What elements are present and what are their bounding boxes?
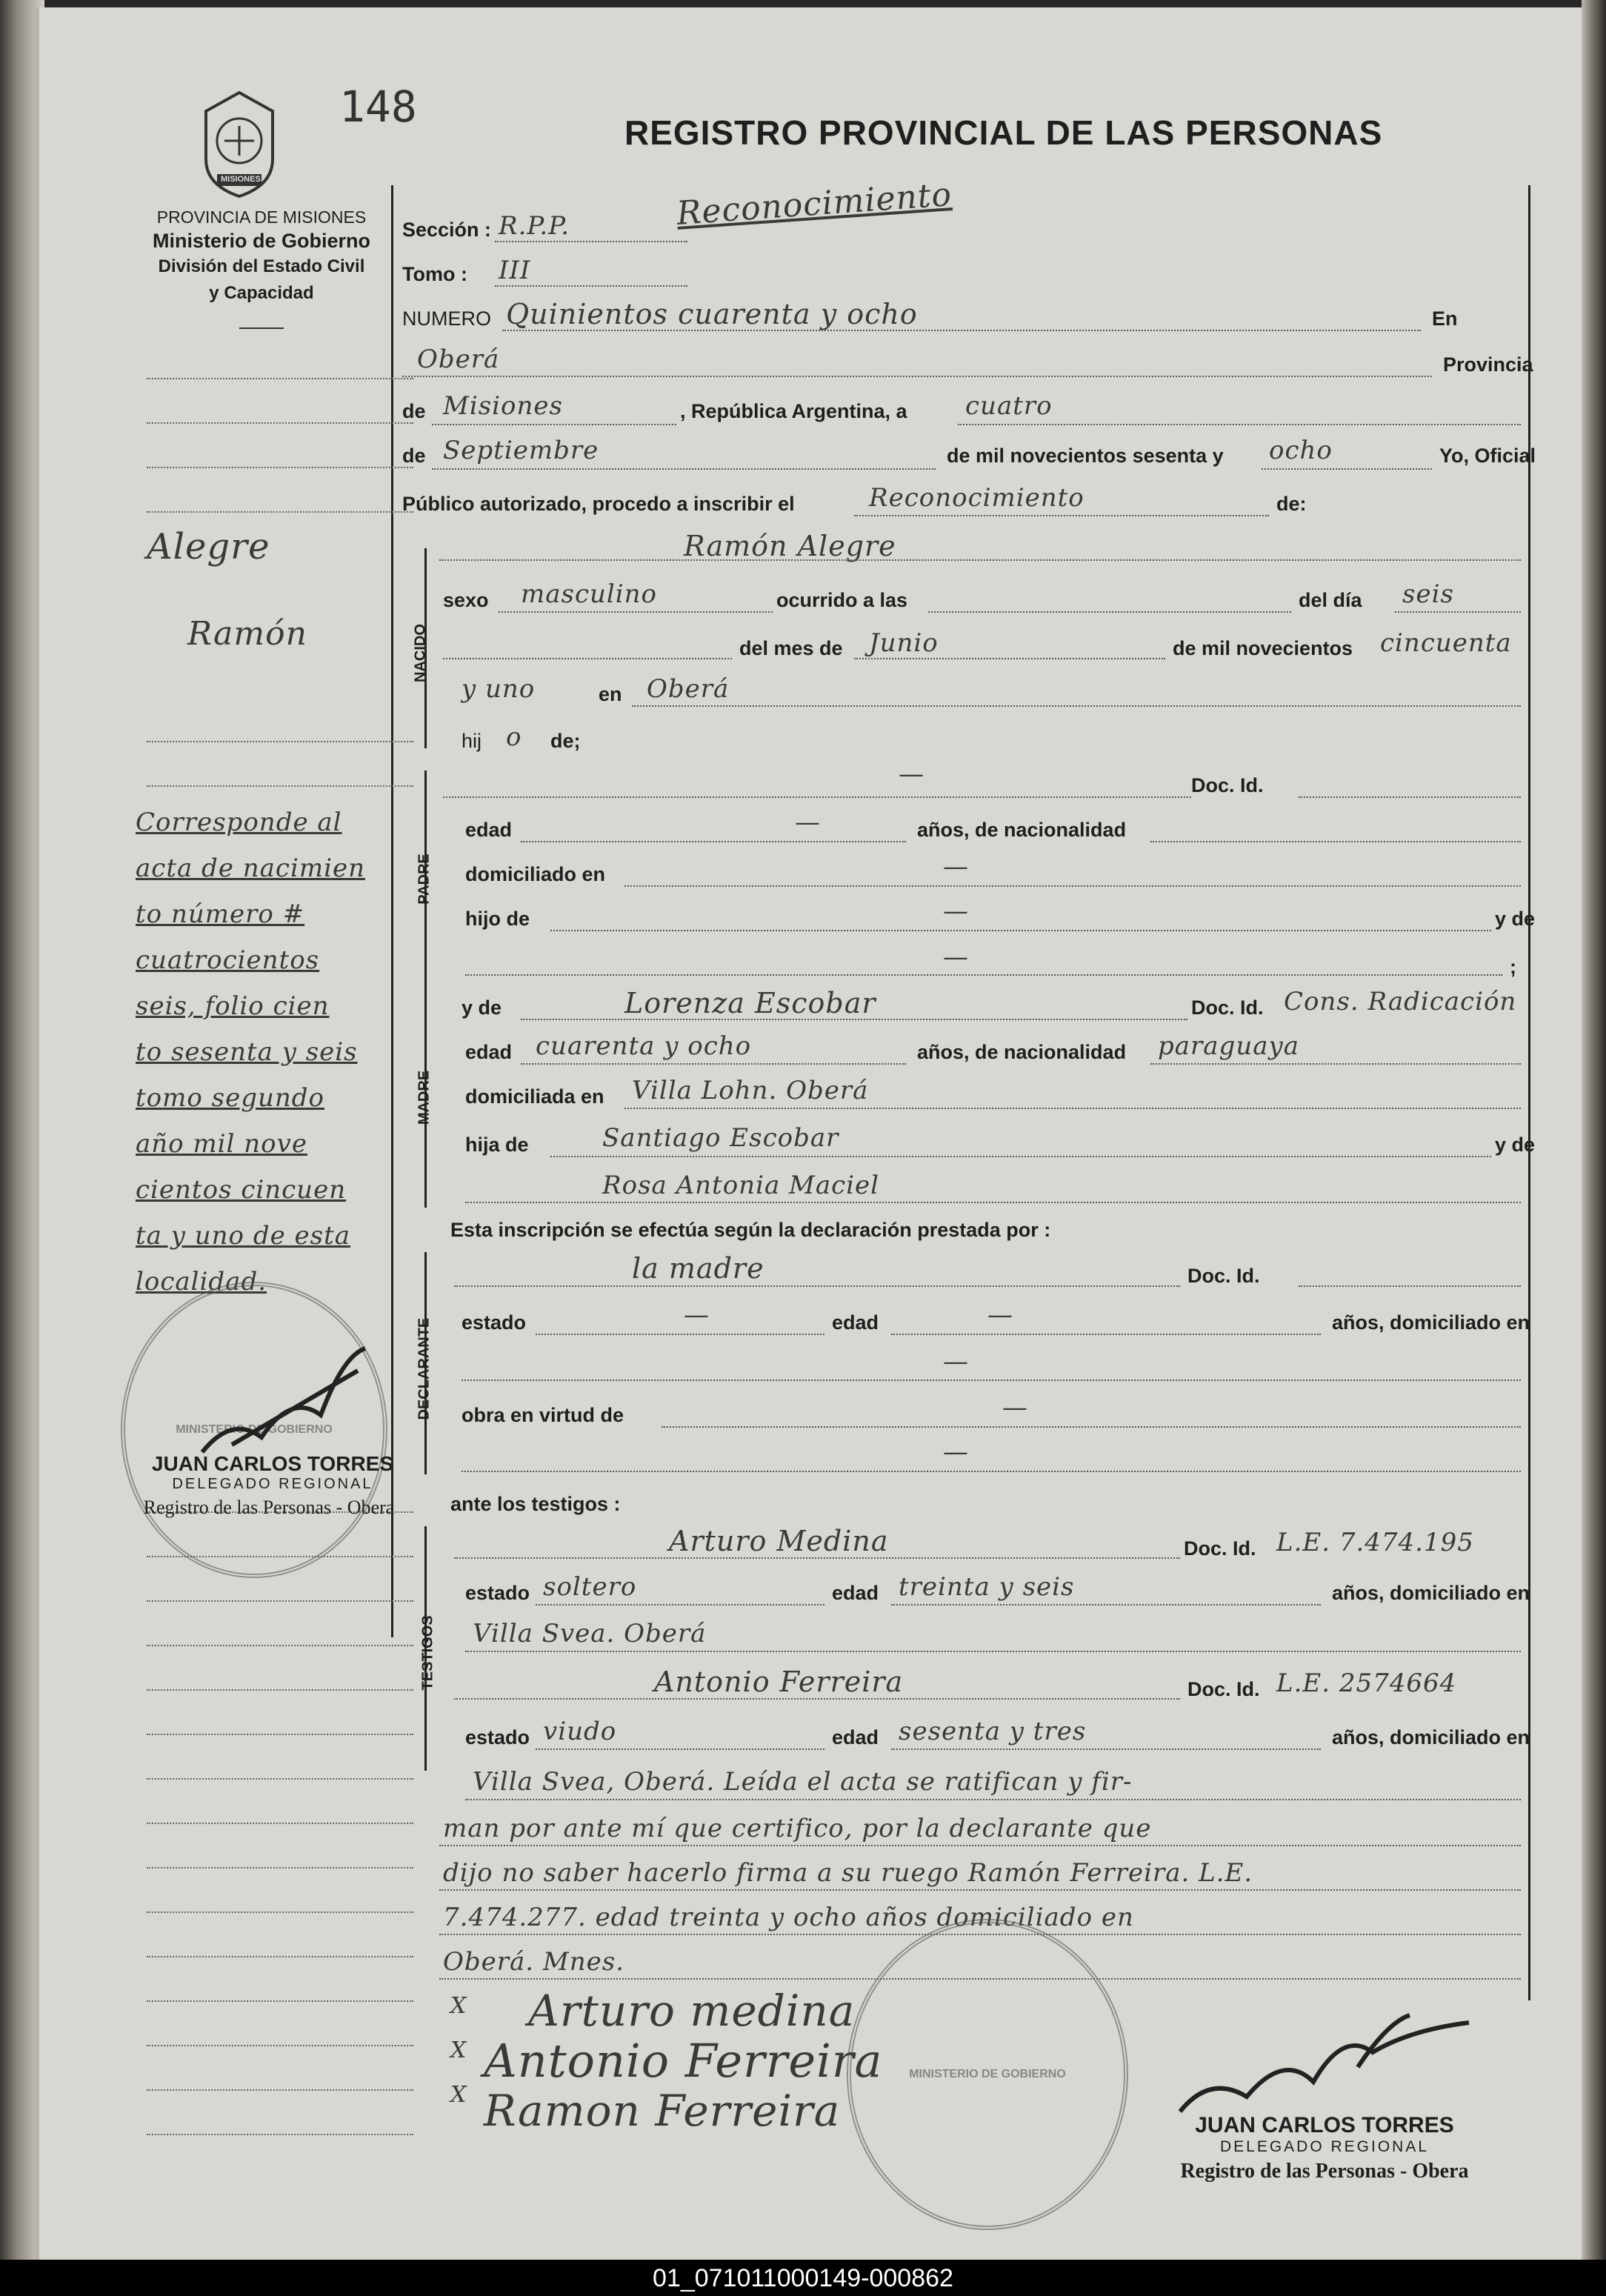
madre-hija-label: hija de bbox=[465, 1134, 529, 1156]
closing-line-1: Villa Svea, Oberá. Leída el acta se ratifican y fir- bbox=[473, 1767, 1133, 1797]
padre-dom-label: domiciliado en bbox=[465, 863, 606, 885]
ocurrido-label: ocurrido a las bbox=[776, 589, 908, 611]
margin-note-line: Corresponde al bbox=[136, 808, 342, 837]
testigo1-edad-label: edad bbox=[832, 1582, 879, 1604]
image-caption: 01_071011000149-000862 bbox=[653, 2264, 953, 2292]
testigo1-dom-value: Villa Svea. Oberá bbox=[473, 1619, 707, 1648]
margin-note-line: acta de nacimien bbox=[136, 853, 365, 883]
witness-2-signature: Antonio Ferreira bbox=[484, 2034, 883, 2088]
closing-line-2: man por ante mí que certifico, por la declarante que bbox=[443, 1814, 1152, 1843]
margin-line bbox=[147, 2045, 413, 2046]
padre-doc-line bbox=[1299, 796, 1521, 798]
division-label: División del Estado Civil bbox=[158, 256, 365, 276]
madre-madre-value: Rosa Antonia Maciel bbox=[602, 1171, 880, 1200]
del-dia-label: del día bbox=[1299, 589, 1362, 611]
margin-line bbox=[147, 1956, 413, 1957]
margin-line bbox=[147, 1778, 413, 1780]
margin-note-line: cientos cincuen bbox=[136, 1175, 347, 1205]
testigo2-nombre-line bbox=[454, 1698, 1180, 1700]
header-annotation: Reconocimiento bbox=[675, 176, 953, 233]
page-title: REGISTRO PROVINCIAL DE LAS PERSONAS bbox=[624, 113, 1383, 152]
mes-nac-line bbox=[854, 658, 1165, 659]
margin-note-line: to número # bbox=[136, 899, 305, 929]
numero-value: Quinientos cuarenta y ocho bbox=[506, 298, 918, 330]
left-official-title: DELEGADO REGIONAL bbox=[172, 1476, 373, 1492]
madre-padre-line bbox=[550, 1156, 1491, 1157]
declarante-line bbox=[454, 1285, 1180, 1287]
madre-madre-line bbox=[465, 1202, 1521, 1203]
left-official-name: JUAN CARLOS TORRES bbox=[151, 1452, 394, 1475]
testigo2-edad-line bbox=[891, 1748, 1321, 1750]
dia-nac-value: seis bbox=[1402, 579, 1454, 609]
obra-virtud-line bbox=[662, 1426, 1521, 1428]
closing-line-5: Oberá. Mnes. bbox=[443, 1947, 624, 1977]
padre-edad-label: edad bbox=[465, 819, 513, 841]
margin-line bbox=[147, 2000, 413, 2002]
margin-note-line: seis, folio cien bbox=[136, 991, 330, 1021]
margin-note-line: tomo segundo bbox=[136, 1083, 325, 1113]
dia-value: cuatro bbox=[965, 391, 1053, 421]
margin-line bbox=[147, 1911, 413, 1913]
stamp-text: MINISTERIO DE GOBIERNO bbox=[909, 2068, 1066, 2080]
seccion-value: R.P.P. bbox=[499, 211, 570, 241]
mes-line bbox=[432, 468, 936, 470]
madre-nac-value: paraguaya bbox=[1158, 1031, 1299, 1061]
declarante-dom-label: años, domiciliado en bbox=[1332, 1311, 1530, 1334]
lugar-nac-line bbox=[632, 705, 1521, 707]
republica-label: , República Argentina, a bbox=[680, 400, 907, 422]
closing-line-3: dijo no saber hacerlo firma a su ruego Ramón Ferreira. L.E. bbox=[443, 1858, 1253, 1888]
padre-semicolon: ; bbox=[1510, 956, 1516, 978]
mes-value: Septiembre bbox=[443, 436, 599, 465]
testigo1-doc-label: Doc. Id. bbox=[1184, 1537, 1256, 1560]
anio-value: ocho bbox=[1269, 436, 1333, 465]
margin-line bbox=[147, 1867, 413, 1869]
provincial-seal bbox=[199, 89, 280, 200]
margin-line bbox=[147, 1823, 413, 1824]
margin-surname: Alegre bbox=[147, 526, 270, 568]
anio-line bbox=[1262, 468, 1432, 470]
testigo2-estado-line bbox=[536, 1748, 824, 1750]
testigo1-edad-line bbox=[891, 1604, 1321, 1605]
divider bbox=[239, 327, 284, 329]
closing-rule bbox=[465, 1799, 1521, 1800]
padre-nombre-value: — bbox=[899, 759, 924, 789]
padre-label: PADRE bbox=[416, 853, 433, 905]
witness-3-signature: Ramon Ferreira bbox=[484, 2086, 841, 2136]
madre-edad-value: cuarenta y ocho bbox=[536, 1031, 752, 1061]
madre-doc-value: Cons. Radicación bbox=[1284, 987, 1517, 1016]
hij-suffix-value: o bbox=[506, 722, 522, 752]
testigo2-dom-label: años, domiciliado en bbox=[1332, 1726, 1530, 1748]
seal-text: MISIONES bbox=[221, 175, 261, 184]
anio-nac-value-a: cincuenta bbox=[1380, 628, 1512, 658]
closing-rule bbox=[439, 1889, 1521, 1891]
numero-label: NUMERO bbox=[402, 307, 491, 330]
en-lower-label: en bbox=[599, 683, 622, 705]
witness-1-signature: Arturo medina bbox=[528, 1986, 856, 2036]
padre-madre-line bbox=[465, 974, 1502, 976]
margin-note-line: to sesenta y seis bbox=[136, 1037, 358, 1067]
testigo2-doc-label: Doc. Id. bbox=[1187, 1678, 1260, 1700]
page-right-edge bbox=[1582, 0, 1606, 2260]
en-city-line bbox=[402, 376, 1432, 377]
numero-line bbox=[502, 330, 1421, 331]
testigo2-doc-value: L.E. 2574664 bbox=[1276, 1668, 1457, 1698]
hora-line bbox=[928, 611, 1291, 613]
publico-label: Público autorizado, procedo a inscribir el bbox=[402, 493, 795, 515]
ministry-label: Ministerio de Gobierno bbox=[152, 230, 371, 252]
padre-nac-line bbox=[1150, 841, 1521, 842]
declarante-dom-value: — bbox=[943, 1347, 969, 1377]
testigo2-edad-value: sesenta y tres bbox=[899, 1717, 1087, 1746]
nombre-line bbox=[439, 559, 1521, 561]
acto-value: Reconocimiento bbox=[869, 483, 1084, 513]
de-colon-label: de: bbox=[1276, 493, 1307, 515]
margin-line bbox=[147, 1734, 413, 1735]
testigo2-estado-value: viudo bbox=[543, 1717, 617, 1746]
declarante-edad-label: edad bbox=[832, 1311, 879, 1334]
tomo-value: III bbox=[499, 256, 531, 285]
tomo-line bbox=[495, 285, 687, 287]
padre-hijo-line bbox=[550, 930, 1491, 931]
sexo-line bbox=[499, 611, 773, 613]
madre-dom-line bbox=[624, 1108, 1521, 1109]
de-label: de bbox=[402, 400, 426, 422]
blank-line bbox=[443, 658, 732, 659]
margin-note-line: cuatrocientos bbox=[136, 945, 320, 975]
provincia-value: Misiones bbox=[443, 391, 563, 421]
testigo1-estado-line bbox=[536, 1604, 824, 1605]
testigo2-estado-label: estado bbox=[465, 1726, 530, 1748]
testigo2-nombre-value: Antonio Ferreira bbox=[654, 1666, 904, 1698]
declarante-estado-line bbox=[536, 1334, 824, 1335]
margin-given-name: Ramón bbox=[187, 615, 307, 653]
margin-line bbox=[147, 511, 413, 513]
testigo1-edad-value: treinta y seis bbox=[899, 1572, 1075, 1602]
declarante-doc-label: Doc. Id. bbox=[1187, 1265, 1260, 1287]
padre-hijo-value: — bbox=[943, 896, 969, 926]
provincia-label: Provincia bbox=[1443, 353, 1533, 376]
margin-line bbox=[147, 378, 413, 379]
declarante-edad-line bbox=[891, 1334, 1321, 1335]
declarante-edad-value: — bbox=[987, 1300, 1013, 1330]
del-mes-label: del mes de bbox=[739, 637, 843, 659]
madre-nac-label: años, de nacionalidad bbox=[917, 1041, 1127, 1063]
nacido-label: NACIDO bbox=[412, 624, 429, 682]
testigo2-edad-label: edad bbox=[832, 1726, 879, 1748]
testigo1-nombre-value: Arturo Medina bbox=[669, 1525, 889, 1557]
margin-line bbox=[147, 2134, 413, 2135]
acto-line bbox=[854, 515, 1269, 516]
declarante-doc-line bbox=[1299, 1285, 1521, 1287]
closing-line-4: 7.474.277. edad treinta y ocho años domiciliado en bbox=[443, 1903, 1134, 1932]
anio-nac-value-b: y uno bbox=[462, 674, 536, 704]
madre-doc-label: Doc. Id. bbox=[1191, 996, 1264, 1019]
obra-virtud-line-2 bbox=[462, 1471, 1521, 1472]
padre-dom-line bbox=[624, 885, 1521, 887]
margin-line bbox=[147, 785, 413, 787]
stamp-text: MINISTERIO DE GOBIERNO bbox=[176, 1423, 333, 1436]
testigo1-estado-value: soltero bbox=[543, 1572, 637, 1602]
obra-virtud-value-2: — bbox=[943, 1437, 969, 1467]
declarante-estado-label: estado bbox=[462, 1311, 527, 1334]
margin-note-line: ta y uno de esta bbox=[136, 1221, 351, 1251]
testigo1-dom-label: años, domiciliado en bbox=[1332, 1582, 1530, 1604]
margin-line bbox=[147, 467, 413, 468]
inscripcion-label: Esta inscripción se efectúa según la declaración prestada por : bbox=[450, 1219, 1051, 1241]
document-page bbox=[33, 7, 1582, 2260]
folio-number: 148 bbox=[339, 81, 417, 132]
madre-padre-value: Santiago Escobar bbox=[602, 1123, 839, 1153]
margin-note-line: localidad. bbox=[136, 1267, 267, 1297]
bottom-official-office: Registro de las Personas - Obera bbox=[1180, 2160, 1469, 2183]
padre-edad-value: — bbox=[795, 808, 821, 837]
declarante-value: la madre bbox=[632, 1252, 764, 1285]
obra-virtud-value: — bbox=[1002, 1393, 1028, 1422]
left-official-office: Registro de las Personas - Obera bbox=[143, 1497, 395, 1518]
x-mark-2: X bbox=[450, 2037, 467, 2063]
testigo1-dom-line bbox=[465, 1651, 1521, 1652]
declarante-label: DECLARANTE bbox=[416, 1317, 433, 1420]
capacity-label: y Capacidad bbox=[209, 283, 314, 303]
yo-oficial-label: Yo, Oficial bbox=[1439, 445, 1536, 467]
madre-edad-line bbox=[521, 1063, 906, 1065]
sexo-value: masculino bbox=[521, 579, 658, 609]
margin-line bbox=[147, 1689, 413, 1691]
bottom-official-stamp bbox=[847, 1919, 1128, 2230]
dia-nac-line bbox=[1395, 611, 1521, 613]
sexo-label: sexo bbox=[443, 589, 489, 611]
margin-line bbox=[147, 422, 413, 424]
de-label-2: de bbox=[402, 445, 426, 467]
madre-nac-line bbox=[1150, 1063, 1521, 1065]
tomo-label: Tomo : bbox=[402, 263, 467, 285]
margin-note bbox=[136, 808, 410, 1313]
bottom-official-name: JUAN CARLOS TORRES bbox=[1195, 2113, 1454, 2137]
padre-nombre-line bbox=[443, 796, 1191, 798]
mil-novecientos-label: de mil novecientos bbox=[1173, 637, 1353, 659]
ante-testigos-label: ante los testigos : bbox=[450, 1493, 621, 1515]
padre-madre-value: — bbox=[943, 942, 969, 972]
padre-edad-line bbox=[521, 841, 906, 842]
margin-line bbox=[147, 741, 413, 742]
nombre-value: Ramón Alegre bbox=[684, 530, 896, 562]
padre-hijo-label: hijo de bbox=[465, 908, 530, 930]
declarante-dom-line bbox=[462, 1380, 1521, 1381]
en-city-value: Oberá bbox=[417, 345, 500, 374]
x-mark-1: X bbox=[450, 1993, 467, 2019]
margin-line bbox=[147, 2089, 413, 2091]
declarante-estado-value: — bbox=[684, 1300, 710, 1330]
de-mil-label: de mil novecientos sesenta y bbox=[947, 445, 1224, 467]
testigo1-doc-value: L.E. 7.474.195 bbox=[1276, 1528, 1474, 1557]
province-label: PROVINCIA DE MISIONES bbox=[156, 207, 367, 227]
margin-line bbox=[147, 1600, 413, 1602]
madre-label: MADRE bbox=[416, 1070, 433, 1125]
hij-label: hij bbox=[462, 730, 482, 752]
x-mark-3: X bbox=[450, 2082, 467, 2108]
margin-note-line: año mil nove bbox=[136, 1129, 307, 1159]
madre-yde-label: y de bbox=[462, 996, 502, 1019]
lugar-nac-value: Oberá bbox=[647, 674, 730, 704]
padre-nac-label: años, de nacionalidad bbox=[917, 819, 1127, 841]
testigos-label: TESTIGOS bbox=[419, 1615, 436, 1691]
padre-yde-label: y de bbox=[1495, 908, 1536, 930]
madre-nombre-line bbox=[521, 1019, 1187, 1020]
hij-de-label: de; bbox=[550, 730, 581, 752]
testigo1-estado-label: estado bbox=[465, 1582, 530, 1604]
provincia-line bbox=[432, 424, 676, 425]
en-label: En bbox=[1432, 307, 1458, 330]
dia-line bbox=[958, 424, 1521, 425]
testigo1-nombre-line bbox=[454, 1557, 1180, 1559]
padre-doc-label: Doc. Id. bbox=[1191, 774, 1264, 796]
seccion-line bbox=[495, 241, 687, 242]
margin-line bbox=[147, 1645, 413, 1646]
madre-dom-label: domiciliada en bbox=[465, 1085, 604, 1108]
madre-nombre-value: Lorenza Escobar bbox=[624, 987, 876, 1019]
closing-rule bbox=[439, 1845, 1521, 1846]
obra-virtud-label: obra en virtud de bbox=[462, 1404, 624, 1426]
mes-nac-value: Junio bbox=[869, 628, 939, 658]
seccion-label: Sección : bbox=[402, 219, 492, 241]
madre-dom-value: Villa Lohn. Oberá bbox=[632, 1076, 869, 1105]
madre-edad-label: edad bbox=[465, 1041, 513, 1063]
madre-yde-label-2: y de bbox=[1495, 1134, 1536, 1156]
bottom-official-title: DELEGADO REGIONAL bbox=[1219, 2138, 1430, 2155]
padre-dom-value: — bbox=[943, 852, 969, 882]
